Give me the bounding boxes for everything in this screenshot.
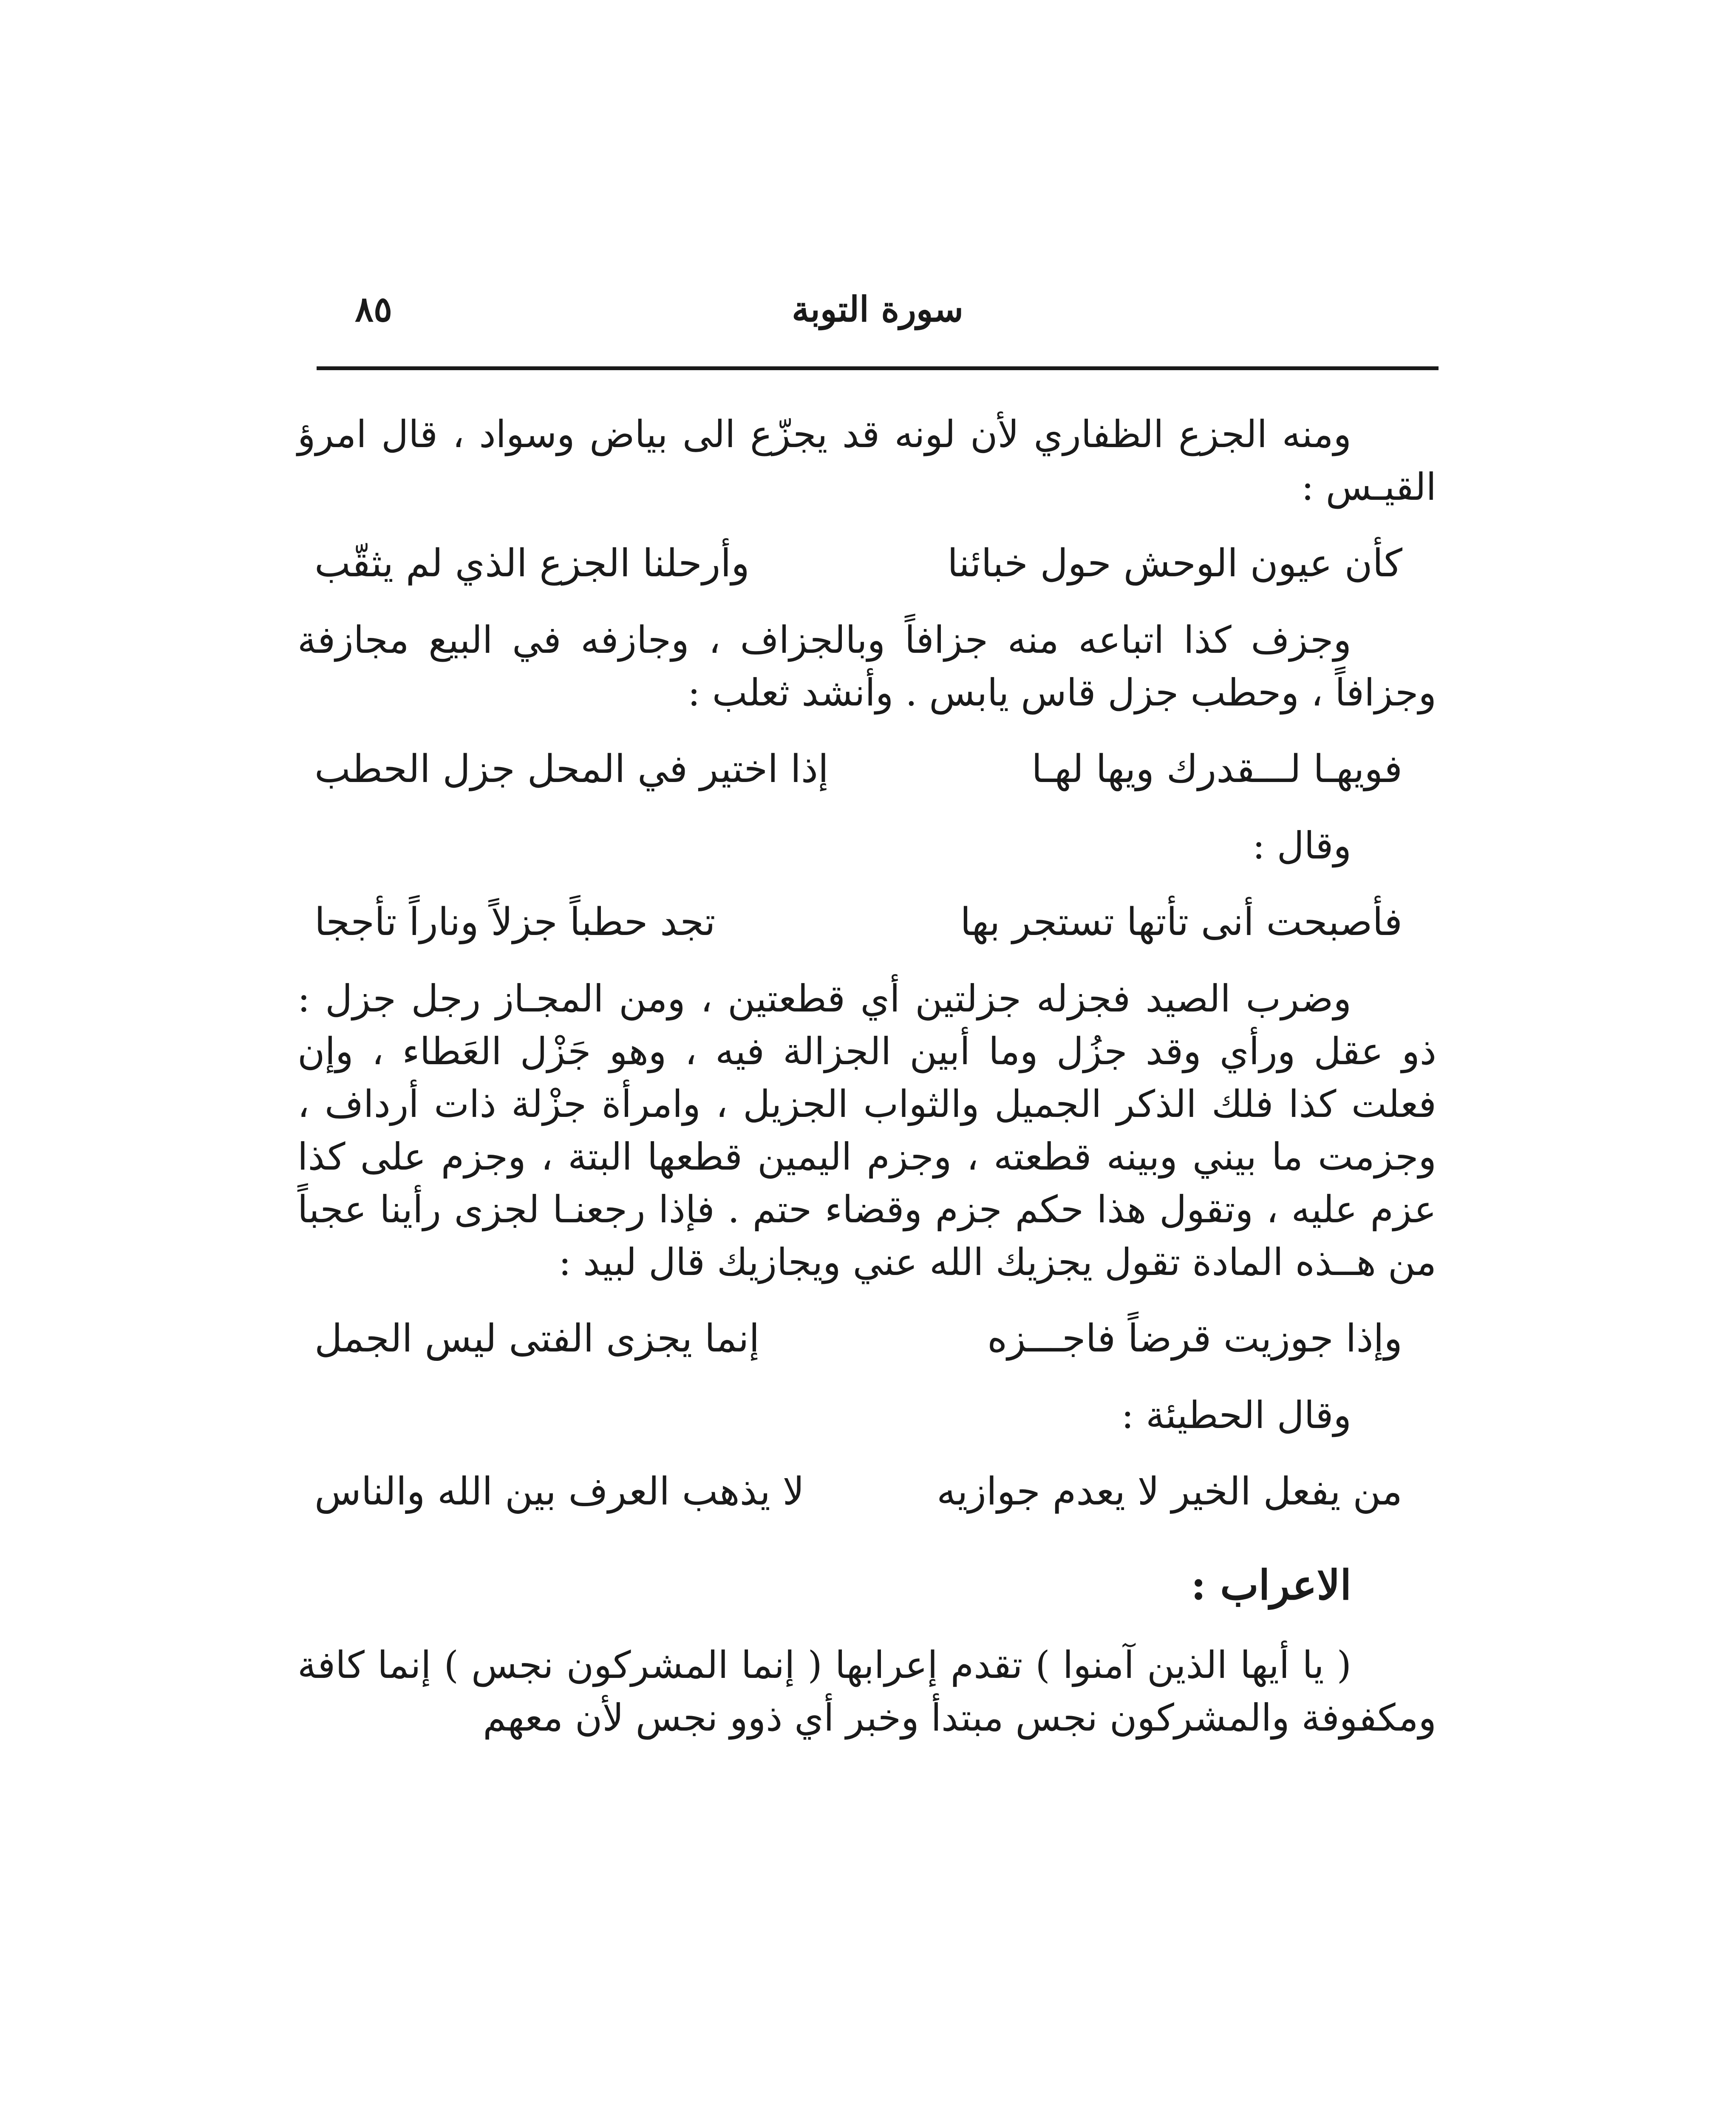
verse-1-first-hemistich: كأن عيون الوحش حول خبائنا <box>947 541 1402 586</box>
running-title: سورة التوبة <box>792 289 963 330</box>
verse-5 <box>314 1465 1402 1518</box>
verse-3 <box>314 896 1402 949</box>
verse-2 <box>314 743 1402 796</box>
verse-1-second-hemistich: وأرحلنا الجزع الذي لم يثقّب <box>314 541 750 586</box>
paragraph-4: ( يا أيها الذين آمنوا ) تقدم إعرابها ( إنما المشركون نجس ) إنما كافة ومكفوفة والمشركون نجس مبتدأ وخبر أي ذوو نجس لأن معهم <box>297 1643 1436 1740</box>
verse-1 <box>314 537 1402 590</box>
verse-2-second-hemistich: إذا اختير في المحل جزل الحطب <box>314 747 829 791</box>
verse-2-first-hemistich: فويهـا لـــقدرك ويها لهـا <box>1031 747 1402 791</box>
verse-3-first-hemistich: فأصبحت أنى تأتها تستجر بها <box>960 900 1402 944</box>
page-number: ٨٥ <box>355 289 393 330</box>
paragraph-3: وضرب الصيد فجزله جزلتين أي قطعتين ، ومن المجـاز رجل جزل : ذو عقل ورأي وقد جزُل وما أبين الجزالة فيه ، وهو جَزْل العَطاء ، وإن فعلت كذا فلك الذكر الجميل والثواب الجزيل ، وامرأة جزْلة ذات أرداف ، وجزمت ما بيني وبينه قطعته ، وجزم اليمين قطعها البتة ، وجزم على كذا عزم عليه ، وتقول هذا حكم جزم وقضاء حتم . فإذا رجعنـا لجزى رأينا عجباً من هــذه المادة تقول يجزيك الله عني ويجازيك قال لبيد : <box>297 977 1436 1284</box>
verse-3-second-hemistich: تجد حطباً جزلاً وناراً تأججا <box>314 900 716 944</box>
header-rule <box>317 366 1439 370</box>
section-heading: الاعراب : <box>1191 1561 1351 1609</box>
paragraph-1: ومنه الجزع الظفاري لأن لونه قد يجزّع الى بياض وسواد ، قال امرؤ القيـس : <box>297 412 1436 509</box>
verse-5-first-hemistich: من يفعل الخير لا يعدم جوازيه <box>937 1469 1402 1514</box>
verse-5-second-hemistich: لا يذهب العرف بين الله والناس <box>314 1469 804 1514</box>
verse-4 <box>314 1312 1402 1365</box>
verse-intro-2: وقال الحطيئة : <box>1121 1393 1351 1437</box>
verse-intro-1: وقال : <box>1252 824 1351 867</box>
body-text <box>297 408 1436 1744</box>
verse-4-first-hemistich: وإذا جوزيت قرضاً فاجـــزه <box>987 1316 1402 1361</box>
paragraph-2: وجزف كذا اتباعه منه جزافاً وبالجزاف ، وجازفه في البيع مجازفة وجزافاً ، وحطب جزل قاس يابس . وأنشد ثعلب : <box>297 618 1436 714</box>
page-header <box>317 272 1439 357</box>
verse-4-second-hemistich: إنما يجزى الفتى ليس الجمل <box>314 1316 760 1361</box>
